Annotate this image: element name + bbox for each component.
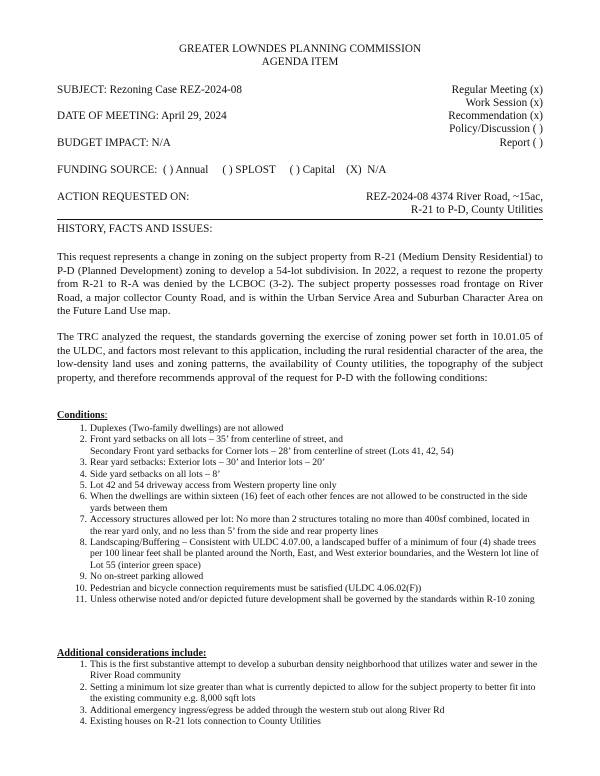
list-item: 8. Landscaping/Buffering – Consistent with ULDC 4.07.00, a landscaped buffer of a minimum of four (4) shade trees per 100 linear feet shall be planted around the North, East, and West exterior boundaries, and the Western lot line of Lot 55 (interior green space) (79, 537, 539, 571)
history-paragraph-1: This request represents a change in zoning on the subject property from R-21 (Medium Density Residential) to P-D (Planned Development) zoning to develop a 54-lot subdivision. In 2022, a request to rezone the property from R-21 to R-A was denied by the LCBOC (3-2). The subject property possesses road frontage on River Road, a major collector County Road, and is within the Urban Service Area and Suburban Character Area on the Future Land Use map. (57, 251, 543, 317)
list-item: 1. This is the first substantive attempt to develop a suburban density neighborhood that utilizes water and sewer in the River Road community (79, 659, 538, 682)
history-heading: HISTORY, FACTS AND ISSUES: (57, 223, 213, 235)
document-type: AGENDA ITEM (261, 56, 339, 68)
conditions-list (57, 423, 543, 606)
list-item: 4. Existing houses on R-21 lots connection to County Utilities (79, 716, 321, 728)
list-item: 5. Lot 42 and 54 driveway access from Western property line only (79, 480, 337, 492)
list-item: 6. When the dwellings are within sixteen (16) feet of each other fences are not allowed to be constructed in the side yards between them (79, 491, 528, 514)
additional-list (57, 659, 543, 727)
list-item: 4. Side yard setbacks on all lots – 8’ (79, 468, 221, 480)
subject-line: SUBJECT: Rezoning Case REZ-2024-08 (57, 84, 242, 96)
additional-heading: Additional considerations include: (57, 648, 207, 659)
meeting-type-report: Report ( ) (499, 137, 543, 149)
section-divider (57, 219, 543, 220)
organization-title: GREATER LOWNDES PLANNING COMMISSION (178, 43, 422, 55)
list-item: 3. Rear yard setbacks: Exterior lots – 30’ and Interior lots – 20’ (79, 457, 326, 469)
list-item: 7. Accessory structures allowed per lot: No more than 2 structures totaling no more than 400sf combined, located in the rear yard only, and no less than 5’ from the side and rear property lines (79, 514, 530, 537)
meeting-type-work-session: Work Session (x) (465, 97, 543, 109)
meeting-type-policy: Policy/Discussion ( ) (449, 123, 543, 135)
action-requested-value-1: REZ-2024-08 4374 River Road, ~15ac, (366, 191, 543, 203)
list-item: 2. Setting a minimum lot size greater than what is currently depicted to allow for the subject property to better fit into the existing community e.g. 8,000 sqft lots (79, 681, 536, 705)
action-requested-value-2: R-21 to P-D, County Utilities (410, 204, 543, 216)
list-item: 10. Pedestrian and bicycle connection requirements must be satisfied (ULDC 4.06.02(F)) (74, 582, 422, 594)
list-item: 3. Additional emergency ingress/egress be added through the western stub out along River Rd (79, 704, 445, 716)
history-paragraph-2: The TRC analyzed the request, the standards governing the exercise of zoning power set forth in 10.01.05 of the ULDC, and factors most relevant to this application, including the rural residential character of the area, the low-density land uses and zoning patterns, the availability of County utilities, the topography of the subject property, and therefore recommends approval of the request for P-D with the following conditions: (57, 331, 543, 384)
budget-impact: BUDGET IMPACT: N/A (57, 137, 171, 149)
conditions-heading-text: Conditions (57, 410, 105, 421)
list-item: 1. Duplexes (Two-family dwellings) are not allowed (79, 423, 284, 434)
conditions-heading: Conditions: (57, 410, 108, 421)
meeting-type-recommendation: Recommendation (x) (448, 110, 543, 122)
list-item: 11. Unless otherwise noted and/or depicted future development shall be governed by the standards within R-10 zoning (75, 594, 535, 606)
list-item: 2. Front yard setbacks on all lots – 35’ from centerline of street, and Secondary Front yard setbacks for Corner lots – 28’ from centerline of street (Lots 41, 42, 54) (79, 434, 454, 457)
funding-source: FUNDING SOURCE: ( ) Annual ( ) SPLOST ( ) Capital (X) N/A (57, 164, 387, 176)
meeting-date: DATE OF MEETING: April 29, 2024 (57, 110, 227, 122)
action-requested-label: ACTION REQUESTED ON: (57, 191, 190, 203)
meeting-type-regular: Regular Meeting (x) (451, 84, 543, 96)
list-item: 9. No on-street parking allowed (79, 571, 204, 583)
